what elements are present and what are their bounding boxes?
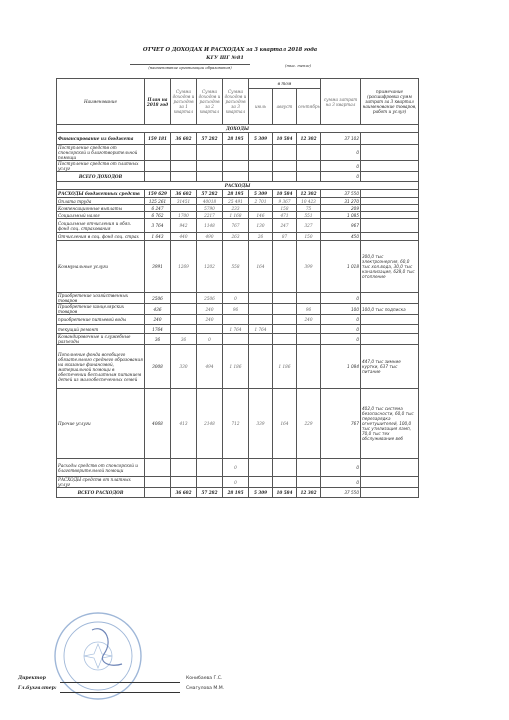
cell-q2: 1148	[197, 219, 223, 233]
cell-jul: 339	[249, 389, 273, 459]
cell-name: Пополнение фонда всеобщего обязательного среднего образования на оказание финансовой, материальной помощи в обеспечении бесплатным питанием детей из малообеспеченных семей	[57, 345, 145, 389]
col-header-plan: План на 2018 год	[145, 79, 171, 125]
cell-total: 1 084	[321, 345, 361, 389]
cell-q3	[223, 145, 249, 161]
cell-q2: 1202	[197, 241, 223, 293]
cell-extra	[361, 212, 419, 219]
cell-name: Расходы средств от спонсорской и благотворительной помощи	[57, 459, 145, 477]
cell-total: 1 018	[321, 241, 361, 293]
table-row	[57, 198, 419, 205]
cell-total: 100	[321, 304, 361, 315]
cell-q2: 490	[197, 233, 223, 241]
cell-q1: 413	[171, 389, 197, 459]
table-row	[57, 219, 419, 233]
cell-plan: 125 261	[145, 198, 171, 205]
accountant-name: Смагулова М.М.	[186, 686, 225, 691]
cell-extra	[361, 477, 419, 488]
cell-sep: 229	[297, 389, 321, 459]
table-row	[57, 205, 419, 212]
cell-aug: 87	[273, 233, 297, 241]
cell-q3: 1 186	[223, 345, 249, 389]
cell-name: текущий ремонт	[57, 325, 145, 334]
cell-extra	[361, 190, 419, 198]
cell-q2: 57 282	[197, 133, 223, 145]
cell-aug	[273, 477, 297, 488]
cell-jul: 5 309	[249, 133, 273, 145]
cell-extra: 402,0 тыс система безопасности, 60,0 тыс перезарядка огнетушителей, 100,0 тыс утилизация ламп, 70,0 тыс тех обслуживание веб	[361, 389, 419, 459]
accountant-label: Гл.бухгалтер:	[18, 686, 57, 691]
cell-total: 0	[321, 145, 361, 161]
cell-total: 0	[321, 459, 361, 477]
cell-extra	[361, 325, 419, 334]
cell-name: Коммунальные услуги	[57, 241, 145, 293]
cell-extra	[361, 161, 419, 172]
cell-extra: 300,0 тыс электроэнергия, 60,0 тыс хол.вода, 30,0 тыс канализация, 628,0 тыс отопление	[361, 241, 419, 293]
cell-plan: 1764	[145, 325, 171, 334]
cell-name: Отчисления в соц. фонд соц. страх	[57, 233, 145, 241]
cell-total: 450	[321, 233, 361, 241]
cell-total: 0	[321, 334, 361, 345]
cell-q3: 712	[223, 389, 249, 459]
director-signature-line	[60, 682, 180, 683]
cell-extra	[361, 488, 419, 498]
cell-total: 967	[321, 219, 361, 233]
income-section-header: ДОХОДЫ	[57, 125, 419, 133]
cell-q2: 40018	[197, 198, 223, 205]
cell-sep	[297, 334, 321, 345]
cell-plan: 3 764	[145, 219, 171, 233]
cell-sep: 12 302	[297, 133, 321, 145]
cell-plan: 3991	[145, 241, 171, 293]
cell-plan	[145, 172, 171, 182]
cell-name: приобретение питьевой воды	[57, 315, 145, 325]
table-row	[57, 241, 419, 293]
cell-name: РАСХОДЫ средств от платных услуг	[57, 477, 145, 488]
cell-extra	[361, 172, 419, 182]
cell-plan: 1 643	[145, 233, 171, 241]
table-row	[57, 389, 419, 459]
cell-jul	[249, 304, 273, 315]
cell-jul	[249, 145, 273, 161]
cell-aug	[273, 293, 297, 304]
cell-q1	[171, 325, 197, 334]
cell-plan: 6 247	[145, 205, 171, 212]
expense-section-header: РАСХОДЫ	[57, 182, 419, 190]
cell-plan: 36	[145, 334, 171, 345]
cell-q3: 1 764	[223, 325, 249, 334]
cell-q1: 1269	[171, 241, 197, 293]
cell-total: 0	[321, 293, 361, 304]
cell-q1: 36 602	[171, 190, 197, 198]
cell-q2	[197, 172, 223, 182]
cell-q1	[171, 145, 197, 161]
cell-q2	[197, 145, 223, 161]
cell-sep: 551	[297, 212, 321, 219]
col-header-aug: август	[273, 89, 297, 125]
cell-sep: 12 302	[297, 488, 321, 498]
cell-q1	[171, 205, 197, 212]
table-row	[57, 315, 419, 325]
cell-jul	[249, 205, 273, 212]
cell-name: Прочие услуги	[57, 389, 145, 459]
cell-plan: 6 762	[145, 212, 171, 219]
cell-sep	[297, 293, 321, 304]
col-header-months: в том	[249, 79, 321, 89]
cell-q1	[171, 304, 197, 315]
cell-q3: 233	[223, 205, 249, 212]
cell-name: Командировочные и служебные разъезды	[57, 334, 145, 345]
cell-total: 0	[321, 325, 361, 334]
cell-extra: 447,0 тыс зимние куртки, 637 тыс питание	[361, 345, 419, 389]
cell-q3	[223, 172, 249, 182]
cell-plan: 159 181	[145, 133, 171, 145]
cell-q2: 2217	[197, 212, 223, 219]
cell-q2: 2506	[197, 293, 223, 304]
cell-q1: 36 602	[171, 133, 197, 145]
col-header-actual: сумма затрат на 3 квартал	[321, 79, 361, 125]
cell-sep: 399	[297, 241, 321, 293]
report-table	[56, 78, 419, 498]
cell-aug: 10 584	[273, 190, 297, 198]
cell-name: ВСЕГО РАСХОДОВ	[57, 488, 145, 498]
cell-extra	[361, 334, 419, 345]
cell-sep	[297, 325, 321, 334]
report-title: ОТЧЕТ О ДОХОДАХ И РАСХОДАХ за 3 квартал 2018 года	[142, 47, 318, 53]
col-header-q2: Сумма доходов и расходов за 2 квартал	[197, 79, 223, 125]
cell-name: Компенсационные выплаты	[57, 205, 145, 212]
cell-name: Поступление средств от спонсорской и благотворительной помощи	[57, 145, 145, 161]
cell-sep	[297, 459, 321, 477]
table-row	[57, 345, 419, 389]
cell-total: 37 102	[321, 133, 361, 145]
cell-aug	[273, 304, 297, 315]
cell-jul: 130	[249, 219, 273, 233]
cell-total: 0	[321, 477, 361, 488]
cell-total: 209	[321, 205, 361, 212]
cell-sep: 150	[297, 233, 321, 241]
cell-total: 767	[321, 389, 361, 459]
cell-jul	[249, 172, 273, 182]
unit-caption: (тыс. тенге)	[285, 64, 311, 68]
cell-sep: 75	[297, 205, 321, 212]
table-row	[57, 190, 419, 198]
cell-name: Социальные отчисления и обяз. фонд соц. страхования	[57, 219, 145, 233]
cell-q2	[197, 459, 223, 477]
cell-sep: 96	[297, 304, 321, 315]
cell-extra: 100,0 тыс подписка	[361, 304, 419, 315]
cell-aug	[273, 459, 297, 477]
cell-sep: 240	[297, 315, 321, 325]
cell-extra	[361, 219, 419, 233]
cell-total: 1 085	[321, 212, 361, 219]
cell-plan	[145, 459, 171, 477]
cell-name: ВСЕГО ДОХОДОВ	[57, 172, 145, 182]
cell-name: Финансирование из бюджета	[57, 133, 145, 145]
cell-total: 31 270	[321, 198, 361, 205]
cell-jul	[249, 315, 273, 325]
cell-q3: 28 195	[223, 190, 249, 198]
table-row	[57, 293, 419, 304]
table-row	[57, 477, 419, 488]
col-header-note: примечание (расшифровка сумм затрат за 3 квартал наименование товаров, работ и услуг)	[361, 79, 419, 125]
cell-jul	[249, 293, 273, 304]
table-row	[57, 304, 419, 315]
cell-q1: 440	[171, 233, 197, 241]
cell-q1: 31451	[171, 198, 197, 205]
cell-q3: 0	[223, 293, 249, 304]
cell-jul	[249, 477, 273, 488]
cell-name: Социальный налог	[57, 212, 145, 219]
table-row	[57, 172, 419, 182]
cell-jul: 5 309	[249, 190, 273, 198]
cell-q2: 57 282	[197, 190, 223, 198]
cell-q2: 2148	[197, 389, 223, 459]
cell-sep	[297, 145, 321, 161]
cell-plan	[145, 488, 171, 498]
cell-q1	[171, 459, 197, 477]
cell-q3: 0	[223, 477, 249, 488]
cell-name: Приобретение канцелярских товаров	[57, 304, 145, 315]
cell-q2: 240	[197, 304, 223, 315]
cell-q3: 263	[223, 233, 249, 241]
cell-plan	[145, 161, 171, 172]
accountant-signature-line	[60, 692, 180, 693]
cell-aug	[273, 334, 297, 345]
cell-jul	[249, 161, 273, 172]
cell-plan	[145, 145, 171, 161]
cell-q1	[171, 293, 197, 304]
cell-q3: 96	[223, 304, 249, 315]
cell-total: 37 550	[321, 488, 361, 498]
cell-extra	[361, 205, 419, 212]
director-label: Директор	[18, 676, 46, 681]
cell-q3: 1 168	[223, 212, 249, 219]
cell-extra	[361, 315, 419, 325]
cell-extra	[361, 145, 419, 161]
cell-q2	[197, 325, 223, 334]
cell-jul: 146	[249, 212, 273, 219]
organization-caption: (наименование организации образования)	[130, 64, 250, 70]
cell-aug: 247	[273, 219, 297, 233]
cell-q3	[223, 315, 249, 325]
cell-total: 0	[321, 315, 361, 325]
cell-q2: 57 282	[197, 488, 223, 498]
cell-aug: 9 367	[273, 198, 297, 205]
cell-q1: 36	[171, 334, 197, 345]
cell-aug	[273, 145, 297, 161]
table-row	[57, 145, 419, 161]
cell-q1	[171, 172, 197, 182]
cell-q3: 28 195	[223, 488, 249, 498]
cell-aug	[273, 161, 297, 172]
cell-plan: 240	[145, 315, 171, 325]
cell-aug	[273, 325, 297, 334]
cell-plan: 2506	[145, 293, 171, 304]
table-row	[57, 161, 419, 172]
col-header-name: Наименование	[57, 79, 145, 125]
cell-aug: 1 186	[273, 345, 297, 389]
cell-plan: 3008	[145, 345, 171, 389]
table-row	[57, 133, 419, 145]
cell-aug: 10 584	[273, 488, 297, 498]
table-row	[57, 325, 419, 334]
cell-extra	[361, 198, 419, 205]
cell-name: РАСХОДЫ бюджетных средств	[57, 190, 145, 198]
cell-extra	[361, 293, 419, 304]
table-row	[57, 212, 419, 219]
cell-aug	[273, 241, 297, 293]
cell-q1: 942	[171, 219, 197, 233]
cell-sep	[297, 477, 321, 488]
cell-name: Оплата труда	[57, 198, 145, 205]
col-header-q3: Сумма доходов и расходов за 3 квартал	[223, 79, 249, 125]
cell-jul: 5 309	[249, 488, 273, 498]
cell-q1	[171, 315, 197, 325]
cell-jul	[249, 334, 273, 345]
col-header-jul: июль	[249, 89, 273, 125]
cell-total: 37 550	[321, 190, 361, 198]
cell-extra	[361, 233, 419, 241]
cell-aug: 471	[273, 212, 297, 219]
col-header-sep: сентябрь	[297, 89, 321, 125]
table-row	[57, 488, 419, 498]
table-row	[57, 459, 419, 477]
cell-sep: 10 423	[297, 198, 321, 205]
cell-q1	[171, 477, 197, 488]
cell-q3: 28 195	[223, 133, 249, 145]
cell-q1: 36 602	[171, 488, 197, 498]
cell-sep	[297, 172, 321, 182]
cell-q3	[223, 161, 249, 172]
director-name: Конибаева Г.С.	[186, 676, 223, 681]
cell-aug	[273, 172, 297, 182]
cell-plan: 159 629	[145, 190, 171, 198]
organization-name: КГУ ШГ №81	[206, 55, 244, 61]
cell-q2	[197, 477, 223, 488]
cell-q1: 1700	[171, 212, 197, 219]
cell-extra	[361, 133, 419, 145]
cell-sep	[297, 161, 321, 172]
cell-jul: 2 701	[249, 198, 273, 205]
cell-q2	[197, 161, 223, 172]
cell-q3: 767	[223, 219, 249, 233]
cell-q2: 0	[197, 334, 223, 345]
table-row	[57, 334, 419, 345]
cell-jul	[249, 345, 273, 389]
col-header-q1: Сумма доходов и расходов за 1 квартал	[171, 79, 197, 125]
cell-total: 0	[321, 172, 361, 182]
cell-jul: 26	[249, 233, 273, 241]
cell-sep	[297, 345, 321, 389]
table-row	[57, 233, 419, 241]
cell-total: 0	[321, 161, 361, 172]
cell-q2: 240	[197, 315, 223, 325]
cell-jul	[249, 459, 273, 477]
cell-q3: 558	[223, 241, 249, 293]
cell-q1: 330	[171, 345, 197, 389]
cell-jul: 1 764	[249, 325, 273, 334]
cell-q1	[171, 161, 197, 172]
cell-q3	[223, 334, 249, 345]
cell-aug: 10 584	[273, 133, 297, 145]
cell-sep: 327	[297, 219, 321, 233]
cell-q2: 494	[197, 345, 223, 389]
cell-plan: 4068	[145, 389, 171, 459]
cell-q3: 25 491	[223, 198, 249, 205]
cell-jul: 164	[249, 241, 273, 293]
cell-aug: 158	[273, 205, 297, 212]
cell-plan: 436	[145, 304, 171, 315]
cell-name: Приобретение хозяйственных товаров	[57, 293, 145, 304]
cell-extra	[361, 459, 419, 477]
cell-plan	[145, 477, 171, 488]
cell-sep: 12 302	[297, 190, 321, 198]
official-stamp	[52, 610, 144, 702]
cell-name: Поступление средств от платных услуг	[57, 161, 145, 172]
cell-aug	[273, 315, 297, 325]
cell-q2: 5790	[197, 205, 223, 212]
cell-aug: 164	[273, 389, 297, 459]
cell-q3: 0	[223, 459, 249, 477]
